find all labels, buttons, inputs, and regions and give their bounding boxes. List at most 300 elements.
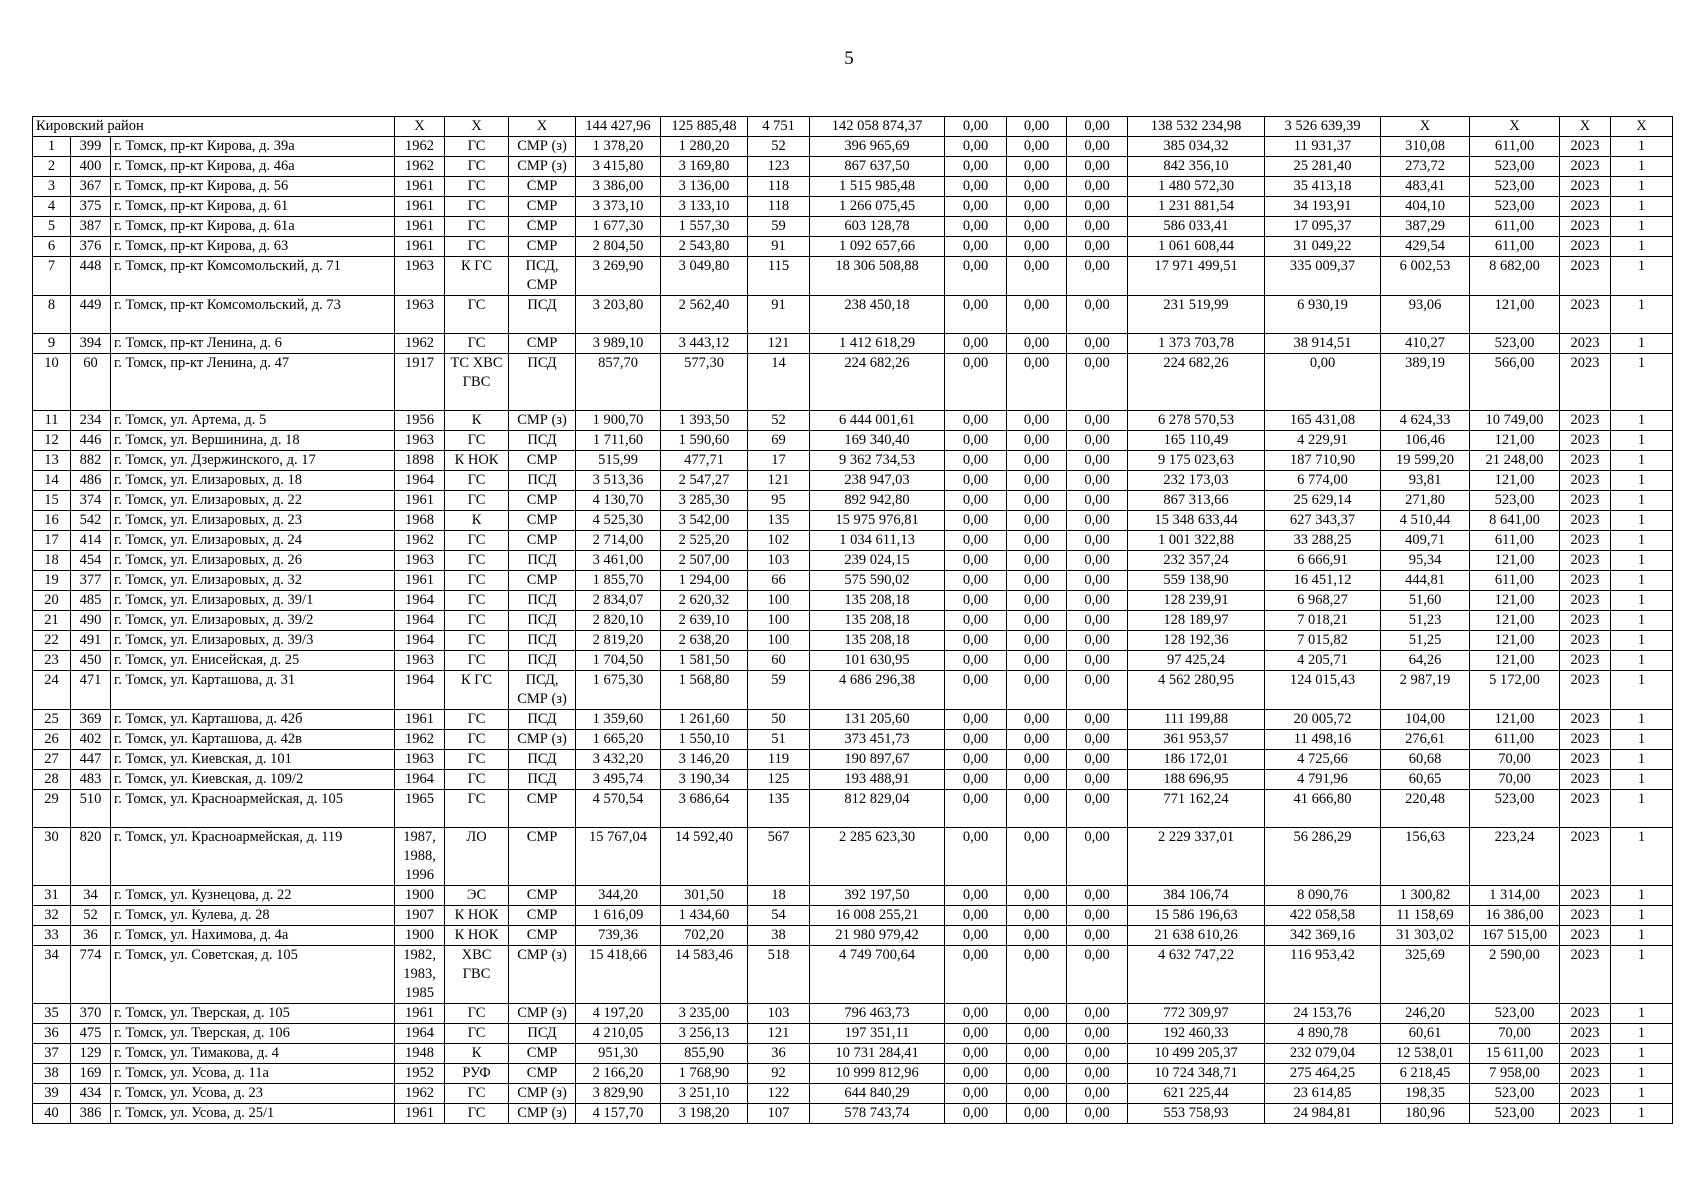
- status-code-cell: 1: [1611, 217, 1673, 237]
- cost-col-4-cell: 232 173,03: [1128, 471, 1265, 491]
- row-number-cell: 4: [33, 197, 71, 217]
- plan-year-cell: 2023: [1560, 1084, 1611, 1104]
- living-area-cell: 1 581,50: [661, 651, 748, 671]
- table-row: [33, 217, 1673, 237]
- cost-col-1-cell: 0,00: [945, 354, 1007, 411]
- table-row: [33, 1004, 1673, 1024]
- residents-cell: 122: [748, 1084, 810, 1104]
- plan-year-cell: 2023: [1560, 197, 1611, 217]
- plan-year-cell: 2023: [1560, 651, 1611, 671]
- unit-cost-limit-cell: 611,00: [1470, 531, 1560, 551]
- row-number-cell: 3: [33, 177, 71, 197]
- living-area-cell: 1 393,50: [661, 411, 748, 431]
- systems-cell: ЛО: [445, 828, 509, 886]
- total-area-cell: 1 711,60: [576, 431, 661, 451]
- total-cost-cell: 1 034 611,13: [810, 531, 945, 551]
- cost-col-3-cell: 0,00: [1067, 828, 1128, 886]
- total-cost-cell: 135 208,18: [810, 631, 945, 651]
- row-number-cell: 34: [33, 946, 71, 1004]
- build-year-cell: 1917: [395, 354, 445, 411]
- living-area-cell: 3 146,20: [661, 750, 748, 770]
- house-id-cell: 400: [71, 157, 111, 177]
- house-id-cell: 169: [71, 1064, 111, 1084]
- build-year-cell: 1965: [395, 790, 445, 828]
- cost-col-5-cell: 41 666,80: [1265, 790, 1381, 828]
- status-code-cell: 1: [1611, 354, 1673, 411]
- address-cell: г. Томск, ул. Советская, д. 105: [111, 946, 395, 1004]
- living-area-cell: 1 590,60: [661, 431, 748, 451]
- unit-cost-limit-cell: 523,00: [1470, 790, 1560, 828]
- unit-cost-limit-cell: 121,00: [1470, 651, 1560, 671]
- residents-cell: 92: [748, 1064, 810, 1084]
- row-number-cell: 11: [33, 411, 71, 431]
- total-cost-cell: 2 285 623,30: [810, 828, 945, 886]
- row-number-cell: 35: [33, 1004, 71, 1024]
- total-cost-cell: 9 362 734,53: [810, 451, 945, 471]
- unit-cost-limit-cell: 523,00: [1470, 1084, 1560, 1104]
- cost-col-1-cell: 0,00: [945, 886, 1007, 906]
- systems-cell: РУФ: [445, 1064, 509, 1084]
- table-row: [33, 237, 1673, 257]
- row-number-cell: 36: [33, 1024, 71, 1044]
- total-cost-cell: 239 024,15: [810, 551, 945, 571]
- cost-col-3-cell: 0,00: [1067, 1004, 1128, 1024]
- cost-col-4-cell: 17 971 499,51: [1128, 257, 1265, 296]
- status-code-cell: 1: [1611, 710, 1673, 730]
- house-id-cell: 387: [71, 217, 111, 237]
- work-type-cell: СМР: [509, 177, 576, 197]
- unit-cost-limit-cell: 1 314,00: [1470, 886, 1560, 906]
- living-area-cell: 577,30: [661, 354, 748, 411]
- summary-cell: 3 526 639,39: [1265, 117, 1381, 137]
- build-year-cell: 1961: [395, 1104, 445, 1124]
- living-area-cell: 1 557,30: [661, 217, 748, 237]
- cost-col-3-cell: 0,00: [1067, 926, 1128, 946]
- living-area-cell: 3 285,30: [661, 491, 748, 511]
- total-area-cell: 515,99: [576, 451, 661, 471]
- build-year-cell: 1962: [395, 137, 445, 157]
- cost-col-1-cell: 0,00: [945, 257, 1007, 296]
- systems-cell: ГС: [445, 491, 509, 511]
- row-number-cell: 5: [33, 217, 71, 237]
- build-year-cell: 1961: [395, 177, 445, 197]
- address-cell: г. Томск, пр-кт Комсомольский, д. 71: [111, 257, 395, 296]
- unit-cost-limit-cell: 121,00: [1470, 710, 1560, 730]
- summary-cell: 4 751: [748, 117, 810, 137]
- cost-col-3-cell: 0,00: [1067, 334, 1128, 354]
- living-area-cell: 1 434,60: [661, 906, 748, 926]
- table-row: [33, 257, 1673, 296]
- status-code-cell: 1: [1611, 197, 1673, 217]
- house-id-cell: 447: [71, 750, 111, 770]
- total-area-cell: 2 166,20: [576, 1064, 661, 1084]
- total-cost-cell: 1 412 618,29: [810, 334, 945, 354]
- table-row: [33, 651, 1673, 671]
- plan-year-cell: 2023: [1560, 511, 1611, 531]
- cost-col-3-cell: 0,00: [1067, 531, 1128, 551]
- build-year-cell: 1961: [395, 1004, 445, 1024]
- work-type-cell: СМР (з): [509, 730, 576, 750]
- cost-col-2-cell: 0,00: [1007, 631, 1067, 651]
- cost-col-4-cell: 4 632 747,22: [1128, 946, 1265, 1004]
- cost-col-2-cell: 0,00: [1007, 471, 1067, 491]
- build-year-cell: 1907: [395, 906, 445, 926]
- total-area-cell: 344,20: [576, 886, 661, 906]
- table-row: [33, 770, 1673, 790]
- house-id-cell: 820: [71, 828, 111, 886]
- systems-cell: ГС: [445, 790, 509, 828]
- unit-cost-limit-cell: 15 611,00: [1470, 1044, 1560, 1064]
- plan-year-cell: 2023: [1560, 1004, 1611, 1024]
- unit-cost-cell: 156,63: [1381, 828, 1470, 886]
- residents-cell: 18: [748, 886, 810, 906]
- status-code-cell: 1: [1611, 1044, 1673, 1064]
- status-code-cell: 1: [1611, 237, 1673, 257]
- unit-cost-cell: 1 300,82: [1381, 886, 1470, 906]
- cost-col-4-cell: 10 724 348,71: [1128, 1064, 1265, 1084]
- cost-col-4-cell: 559 138,90: [1128, 571, 1265, 591]
- cost-col-1-cell: 0,00: [945, 750, 1007, 770]
- summary-cell: 144 427,96: [576, 117, 661, 137]
- total-area-cell: 3 203,80: [576, 296, 661, 334]
- build-year-cell: 1982, 1983, 1985: [395, 946, 445, 1004]
- row-number-cell: 33: [33, 926, 71, 946]
- house-id-cell: 483: [71, 770, 111, 790]
- status-code-cell: 1: [1611, 451, 1673, 471]
- systems-cell: К: [445, 411, 509, 431]
- house-id-cell: 454: [71, 551, 111, 571]
- cost-col-3-cell: 0,00: [1067, 471, 1128, 491]
- systems-cell: ГС: [445, 137, 509, 157]
- cost-col-2-cell: 0,00: [1007, 730, 1067, 750]
- cost-col-1-cell: 0,00: [945, 1024, 1007, 1044]
- row-number-cell: 18: [33, 551, 71, 571]
- systems-cell: ГС: [445, 770, 509, 790]
- cost-col-3-cell: 0,00: [1067, 611, 1128, 631]
- systems-cell: ГС: [445, 730, 509, 750]
- work-type-cell: СМР: [509, 1064, 576, 1084]
- unit-cost-limit-cell: 8 682,00: [1470, 257, 1560, 296]
- total-cost-cell: 135 208,18: [810, 591, 945, 611]
- cost-col-2-cell: 0,00: [1007, 1084, 1067, 1104]
- total-cost-cell: 190 897,67: [810, 750, 945, 770]
- living-area-cell: 1 768,90: [661, 1064, 748, 1084]
- cost-col-5-cell: 24 984,81: [1265, 1104, 1381, 1124]
- systems-cell: ГС: [445, 431, 509, 451]
- cost-col-3-cell: 0,00: [1067, 750, 1128, 770]
- total-area-cell: 3 373,10: [576, 197, 661, 217]
- unit-cost-cell: 11 158,69: [1381, 906, 1470, 926]
- plan-year-cell: 2023: [1560, 770, 1611, 790]
- cost-col-5-cell: 25 281,40: [1265, 157, 1381, 177]
- systems-cell: ГС: [445, 651, 509, 671]
- build-year-cell: 1964: [395, 471, 445, 491]
- house-id-cell: 774: [71, 946, 111, 1004]
- living-area-cell: 1 280,20: [661, 137, 748, 157]
- total-area-cell: 739,36: [576, 926, 661, 946]
- residents-cell: 66: [748, 571, 810, 591]
- cost-col-5-cell: 116 953,42: [1265, 946, 1381, 1004]
- total-area-cell: 2 834,07: [576, 591, 661, 611]
- table-row: [33, 828, 1673, 886]
- total-area-cell: 1 378,20: [576, 137, 661, 157]
- unit-cost-cell: 4 624,33: [1381, 411, 1470, 431]
- work-type-cell: ПСД: [509, 770, 576, 790]
- cost-col-1-cell: 0,00: [945, 177, 1007, 197]
- unit-cost-limit-cell: 523,00: [1470, 157, 1560, 177]
- row-number-cell: 20: [33, 591, 71, 611]
- unit-cost-limit-cell: 8 641,00: [1470, 511, 1560, 531]
- work-type-cell: ПСД: [509, 591, 576, 611]
- plan-year-cell: 2023: [1560, 531, 1611, 551]
- address-cell: г. Томск, ул. Елизаровых, д. 39/2: [111, 611, 395, 631]
- status-code-cell: 1: [1611, 790, 1673, 828]
- house-id-cell: 374: [71, 491, 111, 511]
- work-type-cell: СМР: [509, 334, 576, 354]
- cost-col-4-cell: 128 189,97: [1128, 611, 1265, 631]
- summary-cell: Х: [1381, 117, 1470, 137]
- page-number: 5: [844, 48, 854, 69]
- total-area-cell: 1 616,09: [576, 906, 661, 926]
- unit-cost-limit-cell: 523,00: [1470, 491, 1560, 511]
- table-row: [33, 197, 1673, 217]
- unit-cost-cell: 95,34: [1381, 551, 1470, 571]
- total-area-cell: 4 210,05: [576, 1024, 661, 1044]
- house-id-cell: 394: [71, 334, 111, 354]
- work-type-cell: СМР (з): [509, 1084, 576, 1104]
- systems-cell: ТС ХВС ГВС: [445, 354, 509, 411]
- work-type-cell: СМР (з): [509, 1104, 576, 1124]
- total-area-cell: 3 269,90: [576, 257, 661, 296]
- build-year-cell: 1900: [395, 886, 445, 906]
- status-code-cell: 1: [1611, 1004, 1673, 1024]
- cost-col-4-cell: 231 519,99: [1128, 296, 1265, 334]
- cost-col-2-cell: 0,00: [1007, 710, 1067, 730]
- work-type-cell: ПСД: [509, 296, 576, 334]
- total-cost-cell: 373 451,73: [810, 730, 945, 750]
- build-year-cell: 1962: [395, 730, 445, 750]
- residents-cell: 118: [748, 197, 810, 217]
- table-row: [33, 750, 1673, 770]
- house-id-cell: 448: [71, 257, 111, 296]
- address-cell: г. Томск, ул. Карташова, д. 42в: [111, 730, 395, 750]
- address-cell: г. Томск, пр-кт Кирова, д. 61: [111, 197, 395, 217]
- status-code-cell: 1: [1611, 671, 1673, 710]
- cost-col-3-cell: 0,00: [1067, 177, 1128, 197]
- address-cell: г. Томск, ул. Усова, д. 23: [111, 1084, 395, 1104]
- residents-cell: 36: [748, 1044, 810, 1064]
- plan-year-cell: 2023: [1560, 1064, 1611, 1084]
- cost-col-1-cell: 0,00: [945, 946, 1007, 1004]
- build-year-cell: 1963: [395, 651, 445, 671]
- unit-cost-limit-cell: 223,24: [1470, 828, 1560, 886]
- total-cost-cell: 396 965,69: [810, 137, 945, 157]
- table-row: [33, 886, 1673, 906]
- total-cost-cell: 392 197,50: [810, 886, 945, 906]
- house-id-cell: 129: [71, 1044, 111, 1064]
- plan-year-cell: 2023: [1560, 551, 1611, 571]
- total-cost-cell: 892 942,80: [810, 491, 945, 511]
- cost-col-2-cell: 0,00: [1007, 491, 1067, 511]
- plan-year-cell: 2023: [1560, 157, 1611, 177]
- table-row: [33, 926, 1673, 946]
- cost-col-5-cell: 6 968,27: [1265, 591, 1381, 611]
- systems-cell: ХВС ГВС: [445, 946, 509, 1004]
- build-year-cell: 1964: [395, 770, 445, 790]
- cost-col-2-cell: 0,00: [1007, 334, 1067, 354]
- cost-col-3-cell: 0,00: [1067, 591, 1128, 611]
- cost-col-2-cell: 0,00: [1007, 296, 1067, 334]
- plan-year-cell: 2023: [1560, 828, 1611, 886]
- summary-cell: Х: [1560, 117, 1611, 137]
- table-row: [33, 511, 1673, 531]
- plan-year-cell: 2023: [1560, 730, 1611, 750]
- unit-cost-limit-cell: 70,00: [1470, 1024, 1560, 1044]
- status-code-cell: 1: [1611, 886, 1673, 906]
- build-year-cell: 1961: [395, 237, 445, 257]
- unit-cost-limit-cell: 121,00: [1470, 591, 1560, 611]
- cost-col-1-cell: 0,00: [945, 531, 1007, 551]
- build-year-cell: 1962: [395, 157, 445, 177]
- unit-cost-limit-cell: 2 590,00: [1470, 946, 1560, 1004]
- work-type-cell: СМР: [509, 790, 576, 828]
- living-area-cell: 3 251,10: [661, 1084, 748, 1104]
- status-code-cell: 1: [1611, 770, 1673, 790]
- cost-col-2-cell: 0,00: [1007, 790, 1067, 828]
- unit-cost-limit-cell: 611,00: [1470, 217, 1560, 237]
- work-type-cell: СМР: [509, 1044, 576, 1064]
- table-row: [33, 296, 1673, 334]
- cost-col-1-cell: 0,00: [945, 471, 1007, 491]
- cost-col-5-cell: 35 413,18: [1265, 177, 1381, 197]
- living-area-cell: 3 133,10: [661, 197, 748, 217]
- cost-col-4-cell: 15 586 196,63: [1128, 906, 1265, 926]
- unit-cost-cell: 198,35: [1381, 1084, 1470, 1104]
- cost-col-2-cell: 0,00: [1007, 651, 1067, 671]
- address-cell: г. Томск, ул. Елизаровых, д. 22: [111, 491, 395, 511]
- plan-year-cell: 2023: [1560, 886, 1611, 906]
- unit-cost-limit-cell: 10 749,00: [1470, 411, 1560, 431]
- living-area-cell: 3 198,20: [661, 1104, 748, 1124]
- cost-col-5-cell: 31 049,22: [1265, 237, 1381, 257]
- systems-cell: ГС: [445, 1104, 509, 1124]
- unit-cost-limit-cell: 523,00: [1470, 1104, 1560, 1124]
- cost-col-5-cell: 6 774,00: [1265, 471, 1381, 491]
- total-area-cell: 2 804,50: [576, 237, 661, 257]
- table-row: [33, 946, 1673, 1004]
- plan-year-cell: 2023: [1560, 451, 1611, 471]
- cost-col-4-cell: 553 758,93: [1128, 1104, 1265, 1124]
- cost-col-3-cell: 0,00: [1067, 197, 1128, 217]
- unit-cost-cell: 276,61: [1381, 730, 1470, 750]
- table-row: [33, 906, 1673, 926]
- work-type-cell: СМР: [509, 491, 576, 511]
- build-year-cell: 1948: [395, 1044, 445, 1064]
- work-type-cell: ПСД: [509, 551, 576, 571]
- row-number-cell: 22: [33, 631, 71, 651]
- unit-cost-cell: 2 987,19: [1381, 671, 1470, 710]
- table-body: [33, 117, 1673, 1124]
- cost-col-3-cell: 0,00: [1067, 946, 1128, 1004]
- residents-cell: 118: [748, 177, 810, 197]
- unit-cost-cell: 325,69: [1381, 946, 1470, 1004]
- cost-col-5-cell: 0,00: [1265, 354, 1381, 411]
- row-number-cell: 32: [33, 906, 71, 926]
- table-row: [33, 551, 1673, 571]
- total-area-cell: 1 855,70: [576, 571, 661, 591]
- residents-cell: 123: [748, 157, 810, 177]
- residents-cell: 52: [748, 411, 810, 431]
- systems-cell: ГС: [445, 551, 509, 571]
- cost-col-2-cell: 0,00: [1007, 926, 1067, 946]
- plan-year-cell: 2023: [1560, 946, 1611, 1004]
- cost-col-4-cell: 97 425,24: [1128, 651, 1265, 671]
- unit-cost-cell: 404,10: [1381, 197, 1470, 217]
- status-code-cell: 1: [1611, 651, 1673, 671]
- living-area-cell: 2 620,32: [661, 591, 748, 611]
- house-id-cell: 434: [71, 1084, 111, 1104]
- unit-cost-cell: 310,08: [1381, 137, 1470, 157]
- row-number-cell: 26: [33, 730, 71, 750]
- status-code-cell: 1: [1611, 296, 1673, 334]
- cost-col-3-cell: 0,00: [1067, 431, 1128, 451]
- cost-col-4-cell: 385 034,32: [1128, 137, 1265, 157]
- unit-cost-cell: 409,71: [1381, 531, 1470, 551]
- total-cost-cell: 4 749 700,64: [810, 946, 945, 1004]
- house-id-cell: 36: [71, 926, 111, 946]
- plan-year-cell: 2023: [1560, 334, 1611, 354]
- build-year-cell: 1963: [395, 551, 445, 571]
- living-area-cell: 14 592,40: [661, 828, 748, 886]
- unit-cost-limit-cell: 523,00: [1470, 177, 1560, 197]
- living-area-cell: 1 550,10: [661, 730, 748, 750]
- living-area-cell: 3 542,00: [661, 511, 748, 531]
- cost-col-4-cell: 10 499 205,37: [1128, 1044, 1265, 1064]
- unit-cost-cell: 180,96: [1381, 1104, 1470, 1124]
- living-area-cell: 3 136,00: [661, 177, 748, 197]
- address-cell: г. Томск, ул. Киевская, д. 109/2: [111, 770, 395, 790]
- cost-col-5-cell: 342 369,16: [1265, 926, 1381, 946]
- cost-col-3-cell: 0,00: [1067, 571, 1128, 591]
- cost-col-3-cell: 0,00: [1067, 296, 1128, 334]
- cost-col-1-cell: 0,00: [945, 296, 1007, 334]
- cost-col-3-cell: 0,00: [1067, 157, 1128, 177]
- house-id-cell: 882: [71, 451, 111, 471]
- cost-col-2-cell: 0,00: [1007, 906, 1067, 926]
- total-cost-cell: 15 975 976,81: [810, 511, 945, 531]
- total-cost-cell: 224 682,26: [810, 354, 945, 411]
- living-area-cell: 3 443,12: [661, 334, 748, 354]
- unit-cost-limit-cell: 611,00: [1470, 237, 1560, 257]
- build-year-cell: 1964: [395, 611, 445, 631]
- residents-cell: 95: [748, 491, 810, 511]
- house-id-cell: 52: [71, 906, 111, 926]
- plan-year-cell: 2023: [1560, 491, 1611, 511]
- total-area-cell: 3 513,36: [576, 471, 661, 491]
- total-area-cell: 15 767,04: [576, 828, 661, 886]
- systems-cell: ГС: [445, 631, 509, 651]
- systems-cell: ГС: [445, 571, 509, 591]
- build-year-cell: 1964: [395, 631, 445, 651]
- cost-col-5-cell: 232 079,04: [1265, 1044, 1381, 1064]
- systems-cell: ГС: [445, 710, 509, 730]
- cost-col-5-cell: 4 229,91: [1265, 431, 1381, 451]
- row-number-cell: 13: [33, 451, 71, 471]
- cost-col-4-cell: 111 199,88: [1128, 710, 1265, 730]
- table-row: [33, 431, 1673, 451]
- house-id-cell: 234: [71, 411, 111, 431]
- unit-cost-limit-cell: 70,00: [1470, 750, 1560, 770]
